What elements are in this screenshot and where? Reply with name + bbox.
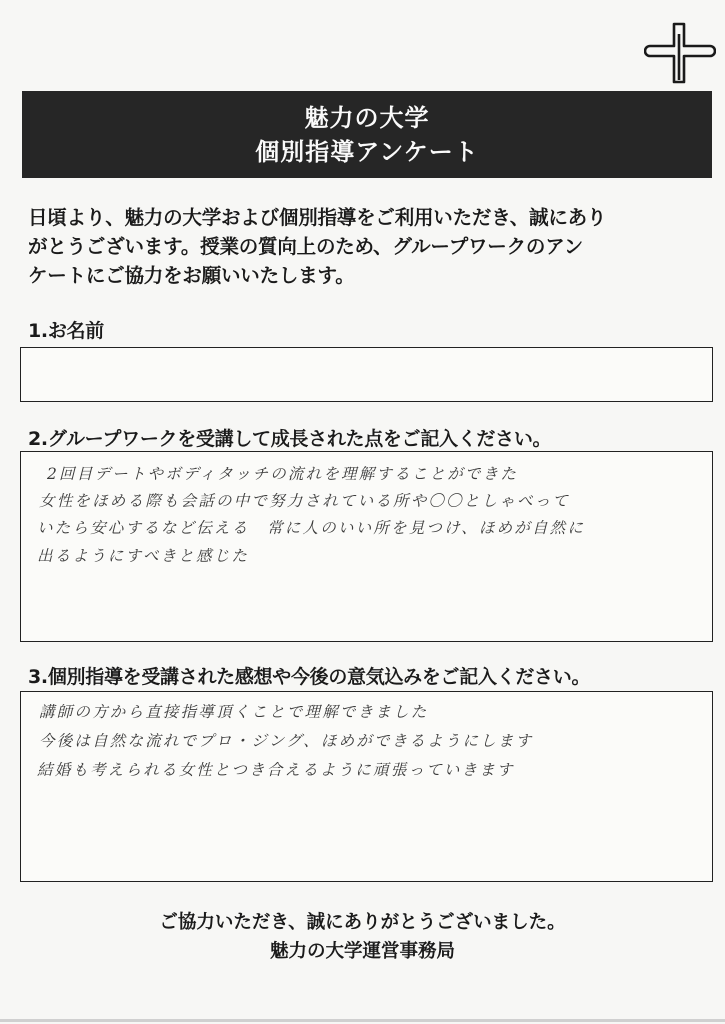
q2-answer-line: 出るようにすべきと感じた <box>37 547 250 565</box>
title-line-2: 個別指導アンケート <box>255 137 479 166</box>
intro-text <box>28 203 714 290</box>
q2-answer-box[interactable] <box>20 451 713 642</box>
intro-line-1: 日頃より、魅力の大学および個別指導をご利用いただき、誠にあり <box>28 206 607 229</box>
name-field[interactable] <box>20 347 713 402</box>
footer-thanks: ご協力いただき、誠にありがとうございました。 <box>159 912 566 933</box>
q2-answer-line: 女性をほめる際も会話の中で努力されている所や〇〇としゃべって <box>39 492 571 510</box>
title-line-1: 魅力の大学 <box>304 103 430 132</box>
q3-answer-box[interactable] <box>20 691 713 882</box>
q2-answer-line: 2回目デートやボディタッチの流れを理解することができた <box>47 465 519 483</box>
q3-label: 3.個別指導を受講された感想や今後の意気込みをご記入ください。 <box>28 666 591 688</box>
q2-answer-line: いたら安心するなど伝える 常に人のいい所を見つけ、ほめが自然に <box>37 519 586 537</box>
cross-logo-icon <box>644 20 716 86</box>
intro-line-3: ケートにご協力をお願いいたします。 <box>28 264 355 287</box>
q3-answer-line: 今後は自然な流れでプロ・ジング、ほめができるようにします <box>39 732 534 750</box>
q2-label: 2.グループワークを受講して成長された点をご記入ください。 <box>28 428 552 450</box>
intro-line-2: がとうございます。授業の質向上のため、グループワークのアン <box>28 235 584 258</box>
q1-label: 1.お名前 <box>28 320 104 342</box>
title-banner <box>22 91 712 178</box>
q3-answer-line: 講師の方から直接指導頂くことで理解できました <box>39 703 429 721</box>
scan-edge-line <box>0 1019 725 1022</box>
q3-answer-line: 結婚も考えられる女性とつき合えるように頑張っていきます <box>37 761 515 779</box>
footer-office: 魅力の大学運営事務局 <box>269 941 455 962</box>
